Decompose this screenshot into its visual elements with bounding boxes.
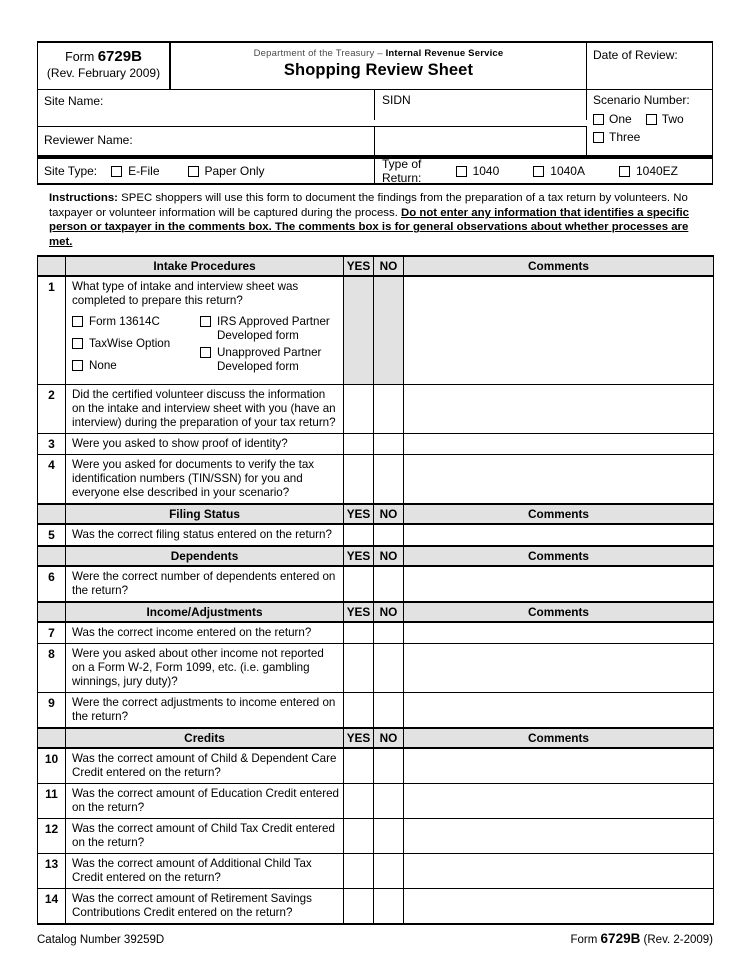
footer-form-prefix: Form — [570, 934, 601, 947]
reviewer-name-row — [38, 126, 712, 155]
row-comments-cell[interactable] — [404, 622, 714, 644]
return-1040ez-checkbox[interactable] — [619, 166, 630, 177]
return-1040ez-label: 1040EZ — [635, 164, 678, 178]
row-comments-cell[interactable] — [404, 566, 714, 602]
question-text: Was the correct amount of Child Tax Credit entered on the return? — [72, 822, 335, 850]
scenario-three-checkbox[interactable] — [593, 132, 604, 143]
table-row — [38, 455, 714, 505]
question-text: Did the certified volunteer discuss the information on the intake and interview sheet with you (have an interview) during the preparation of your tax return? — [72, 388, 336, 430]
table-row — [38, 622, 714, 644]
row-no-cell[interactable] — [374, 854, 404, 889]
section-title: Income/Adjustments — [66, 602, 344, 622]
section-yes-header: YES — [344, 504, 374, 524]
intake-option[interactable] — [200, 315, 339, 343]
row-number: 11 — [38, 784, 66, 819]
question-text: Were the correct number of dependents entered on the return? — [72, 570, 336, 598]
table-row — [38, 644, 714, 693]
row-no-cell[interactable] — [374, 693, 404, 729]
intake-options-left — [72, 315, 200, 381]
table-row — [38, 276, 714, 385]
section-yes-header: YES — [344, 602, 374, 622]
row-number: 7 — [38, 622, 66, 644]
row-comments-cell[interactable] — [404, 385, 714, 434]
form-number-value: 6729B — [97, 48, 142, 65]
section-title: Intake Procedures — [66, 256, 344, 276]
row-question-cell — [66, 693, 344, 729]
date-of-review-label: Date of Review: — [593, 48, 678, 62]
section-comments-header: Comments — [404, 504, 714, 524]
row-yes-cell[interactable] — [344, 819, 374, 854]
form-number-line — [38, 49, 169, 65]
row-no-cell[interactable] — [374, 566, 404, 602]
return-type-label: Type of Return: — [382, 157, 422, 185]
scenario-number-label: Scenario Number: — [593, 93, 690, 107]
form-number-cell — [38, 43, 171, 89]
intake-option[interactable] — [200, 346, 339, 374]
row-no-cell[interactable] — [374, 644, 404, 693]
row-no-cell[interactable] — [374, 748, 404, 784]
row-question-cell — [66, 622, 344, 644]
agency-line — [171, 48, 586, 60]
row-comments-cell[interactable] — [404, 644, 714, 693]
row-yes-cell[interactable] — [344, 276, 374, 385]
row-comments-cell[interactable] — [404, 784, 714, 819]
intake-option-checkbox[interactable] — [72, 338, 83, 349]
date-of-review-cell[interactable] — [587, 43, 712, 89]
question-text: Was the correct income entered on the return? — [72, 626, 312, 640]
section-comments-header: Comments — [404, 546, 714, 566]
row-number: 3 — [38, 434, 66, 455]
section-no-header: NO — [374, 504, 404, 524]
return-type-option-1040ez[interactable] — [619, 164, 678, 178]
instructions-text: SPEC shoppers will use this form to document the findings from the preparation of a tax return by volunteers. No taxpayer or volunteer information will be captured during the process. — [49, 192, 688, 219]
scenario-one-label: One — [609, 112, 632, 126]
row-yes-cell[interactable] — [344, 622, 374, 644]
scenario-three-label: Three — [609, 130, 641, 144]
row-yes-cell[interactable] — [344, 524, 374, 546]
section-header-num-cell — [38, 546, 66, 566]
sidn-value-field[interactable] — [375, 126, 587, 155]
section-yes-header: YES — [344, 728, 374, 748]
table-row — [38, 434, 714, 455]
row-no-cell[interactable] — [374, 819, 404, 854]
scenario-options-row-1 — [593, 112, 712, 126]
row-number: 2 — [38, 385, 66, 434]
table-row — [38, 748, 714, 784]
row-yes-cell[interactable] — [344, 854, 374, 889]
row-no-cell[interactable] — [374, 385, 404, 434]
section-no-header: NO — [374, 602, 404, 622]
catalog-number: Catalog Number 39259D — [37, 934, 165, 947]
efile-label: E-File — [128, 164, 160, 178]
row-question-cell — [66, 385, 344, 434]
row-question-cell — [66, 455, 344, 505]
scenario-three-group — [587, 130, 712, 144]
intake-option[interactable] — [72, 337, 200, 351]
row-no-cell[interactable] — [374, 455, 404, 505]
site-type-option-paper-only[interactable] — [188, 164, 265, 178]
agency-bold: Internal Revenue Service — [385, 48, 504, 59]
site-name-field[interactable] — [38, 90, 375, 120]
row-number: 5 — [38, 524, 66, 546]
intake-option-label: Form 13614C — [89, 315, 160, 329]
efile-checkbox[interactable] — [111, 166, 122, 177]
section-header-row — [38, 546, 714, 566]
scenario-two-label: Two — [661, 112, 684, 126]
section-header-row — [38, 256, 714, 276]
row-comments-cell[interactable] — [404, 819, 714, 854]
table-row — [38, 784, 714, 819]
section-header-row — [38, 602, 714, 622]
row-no-cell[interactable] — [374, 434, 404, 455]
question-text: Was the correct amount of Additional Child Tax Credit entered on the return? — [72, 857, 312, 885]
scenario-two-checkbox[interactable] — [646, 114, 657, 125]
row-no-cell[interactable] — [374, 889, 404, 925]
table-row — [38, 854, 714, 889]
row-comments-cell[interactable] — [404, 889, 714, 925]
return-type-option-1040a[interactable] — [533, 164, 585, 178]
form-revision: (Rev. February 2009) — [46, 66, 161, 80]
section-title: Filing Status — [66, 504, 344, 524]
row-yes-cell[interactable] — [344, 566, 374, 602]
return-1040-label: 1040 — [472, 164, 500, 178]
footer-form-id — [571, 931, 713, 946]
form-number-prefix: Form — [65, 50, 95, 64]
row-no-cell[interactable] — [374, 784, 404, 819]
row-question-cell — [66, 784, 344, 819]
row-comments-cell[interactable] — [404, 276, 714, 385]
row-yes-cell[interactable] — [344, 748, 374, 784]
row-comments-cell[interactable] — [404, 434, 714, 455]
page-title: Shopping Review Sheet — [283, 61, 474, 79]
question-text: Was the correct amount of Education Credit entered on the return? — [72, 787, 340, 815]
intake-option-checkbox[interactable] — [72, 360, 83, 371]
row-question-cell — [66, 434, 344, 455]
section-header-row — [38, 504, 714, 524]
site-type-label: Site Type: — [44, 164, 98, 178]
footer-form-number: 6729B — [600, 931, 641, 947]
row-yes-cell[interactable] — [344, 889, 374, 925]
intake-option[interactable] — [72, 315, 200, 329]
intake-option-label: TaxWise Option — [89, 337, 171, 351]
section-comments-header: Comments — [404, 728, 714, 748]
review-checklist-table — [37, 255, 714, 925]
row-question-cell — [66, 819, 344, 854]
site-name-label: Site Name: — [44, 94, 104, 108]
section-comments-header: Comments — [404, 256, 714, 276]
intake-option[interactable] — [72, 359, 200, 373]
row-no-cell[interactable] — [374, 276, 404, 385]
intake-option-label: Unapproved Partner Developed form — [217, 346, 322, 374]
row-comments-cell[interactable] — [404, 693, 714, 729]
row-number: 4 — [38, 455, 66, 505]
row-yes-cell[interactable] — [344, 455, 374, 505]
section-header-row — [38, 728, 714, 748]
section-yes-header: YES — [344, 256, 374, 276]
row-comments-cell[interactable] — [404, 455, 714, 505]
question-text: Were you asked to show proof of identity? — [72, 437, 288, 451]
site-name-row — [38, 89, 712, 126]
row-comments-cell[interactable] — [404, 524, 714, 546]
agency-prefix: Department of the Treasury – — [253, 48, 386, 59]
question-text: Was the correct amount of Retirement Savings Contributions Credit entered on the return? — [72, 892, 312, 920]
section-title: Dependents — [66, 546, 344, 566]
row-yes-cell[interactable] — [344, 784, 374, 819]
intake-option-checkbox[interactable] — [200, 347, 211, 358]
instructions-underlined: Do not enter any information that identifies a specific person or taxpayer in the comments box. The comments box is for general observations about whether processes are met. — [49, 206, 690, 248]
scenario-one-checkbox[interactable] — [593, 114, 604, 125]
table-row — [38, 889, 714, 925]
row-number: 9 — [38, 693, 66, 729]
type-strip — [37, 157, 713, 185]
row-question-cell — [66, 566, 344, 602]
form-header-row — [38, 43, 712, 89]
row-comments-cell[interactable] — [404, 854, 714, 889]
intake-option-label: None — [89, 359, 117, 373]
row-number: 8 — [38, 644, 66, 693]
paper-only-label: Paper Only — [204, 164, 265, 178]
question-text: Were you asked for documents to verify the tax identification numbers (TIN/SSN) for you and everyone else described in your scenario? — [72, 458, 315, 500]
table-row — [38, 566, 714, 602]
section-title: Credits — [66, 728, 344, 748]
row-question-cell — [66, 854, 344, 889]
instructions-lead: Instructions: — [49, 192, 118, 204]
row-yes-cell[interactable] — [344, 434, 374, 455]
table-row — [38, 524, 714, 546]
row-number: 14 — [38, 889, 66, 925]
intake-sheet-options — [72, 315, 339, 381]
row-question-cell — [66, 748, 344, 784]
section-header-num-cell — [38, 728, 66, 748]
row-question-cell — [66, 276, 344, 385]
row-comments-cell[interactable] — [404, 748, 714, 784]
section-no-header: NO — [374, 256, 404, 276]
row-question-cell — [66, 644, 344, 693]
row-number: 1 — [38, 276, 66, 385]
row-no-cell[interactable] — [374, 622, 404, 644]
sidn-label: SIDN — [382, 93, 411, 107]
return-type-option-1040[interactable] — [456, 164, 500, 178]
section-comments-header: Comments — [404, 602, 714, 622]
identification-block — [37, 41, 713, 157]
row-number: 13 — [38, 854, 66, 889]
site-type-group — [38, 159, 375, 183]
intake-options-right — [200, 315, 339, 381]
section-yes-header: YES — [344, 546, 374, 566]
return-type-group — [375, 159, 712, 183]
row-question-cell — [66, 889, 344, 925]
table-row — [38, 385, 714, 434]
intake-option-label: IRS Approved Partner Developed form — [217, 315, 330, 343]
form-footer — [37, 925, 713, 946]
footer-form-rev: (Rev. 2-2009) — [640, 934, 713, 947]
section-header-num-cell — [38, 504, 66, 524]
table-row — [38, 819, 714, 854]
question-text: Was the correct amount of Child & Dependent Care Credit entered on the return? — [72, 752, 337, 780]
section-no-header: NO — [374, 546, 404, 566]
question-text: Were you asked about other income not reported on a Form W-2, Form 1099, etc. (i.e. gambling winnings, jury duty)? — [72, 647, 324, 689]
intake-option-checkbox[interactable] — [72, 316, 83, 327]
question-text: What type of intake and interview sheet was completed to prepare this return? — [72, 280, 299, 308]
paper-only-checkbox[interactable] — [188, 166, 199, 177]
row-question-cell — [66, 524, 344, 546]
return-1040a-label: 1040A — [550, 164, 585, 178]
return-1040-checkbox[interactable] — [456, 166, 467, 177]
row-number: 12 — [38, 819, 66, 854]
row-number: 6 — [38, 566, 66, 602]
section-header-num-cell — [38, 256, 66, 276]
instructions-paragraph — [37, 185, 713, 255]
row-yes-cell[interactable] — [344, 693, 374, 729]
sidn-field[interactable] — [375, 90, 587, 120]
reviewer-name-label: Reviewer Name: — [44, 133, 133, 147]
site-type-option-efile[interactable] — [111, 164, 159, 178]
irs-form-6729b — [37, 41, 713, 946]
row-yes-cell[interactable] — [344, 644, 374, 693]
section-no-header: NO — [374, 728, 404, 748]
scenario-options-row-2 — [587, 126, 712, 155]
table-row — [38, 693, 714, 729]
reviewer-name-field[interactable] — [38, 126, 375, 155]
row-no-cell[interactable] — [374, 524, 404, 546]
review-checklist-body — [38, 256, 714, 924]
section-header-num-cell — [38, 602, 66, 622]
return-1040a-checkbox[interactable] — [533, 166, 544, 177]
form-title-cell — [171, 43, 587, 89]
question-text: Was the correct filing status entered on the return? — [72, 528, 332, 542]
scenario-number-cell — [587, 90, 712, 126]
row-yes-cell[interactable] — [344, 385, 374, 434]
intake-option-checkbox[interactable] — [200, 316, 211, 327]
question-text: Were the correct adjustments to income entered on the return? — [72, 696, 336, 724]
row-number: 10 — [38, 748, 66, 784]
